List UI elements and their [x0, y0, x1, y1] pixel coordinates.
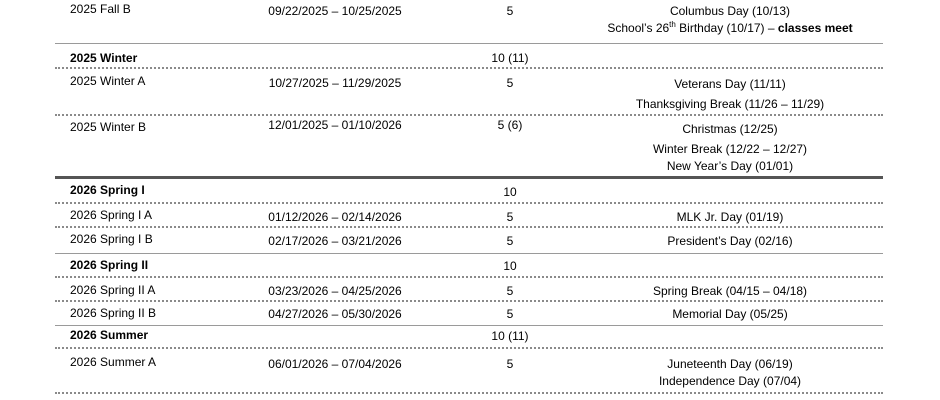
table-row — [55, 349, 883, 394]
term-weeks: 5 — [506, 210, 514, 224]
holidays — [580, 3, 880, 37]
term-weeks: 5 — [506, 4, 514, 18]
term-name: 2026 Summer — [70, 328, 149, 342]
term-name: 2025 Fall B — [70, 2, 131, 16]
term-weeks: 5 — [506, 284, 514, 298]
term-weeks: 10 — [503, 259, 517, 273]
table-row — [55, 179, 883, 204]
holiday: Memorial Day (05/25) — [672, 307, 788, 321]
holidays — [580, 356, 880, 390]
term-weeks: 5 — [506, 307, 514, 321]
holiday: Veterans Day (11/11) — [674, 77, 786, 91]
term-name: 2026 Spring I — [70, 183, 145, 197]
term-name: 2026 Summer A — [70, 355, 157, 369]
term-weeks: 10 (11) — [491, 51, 529, 65]
term-name: 2026 Spring II A — [70, 283, 156, 297]
holidays — [580, 209, 880, 226]
table-row — [55, 302, 883, 326]
term-dates: 02/17/2026 – 03/21/2026 — [268, 234, 402, 248]
term-weeks: 5 — [506, 76, 514, 90]
table-row — [55, 326, 883, 349]
holiday: MLK Jr. Day (01/19) — [676, 210, 784, 224]
term-weeks: 10 (11) — [491, 329, 529, 343]
term-weeks: 5 — [506, 357, 514, 371]
table-row — [55, 116, 883, 179]
table-row — [55, 0, 883, 44]
term-weeks: 5 — [506, 234, 514, 248]
term-name: 2026 Spring II B — [70, 306, 157, 320]
holiday: Columbus Day (10/13) — [669, 4, 791, 18]
term-name: 2025 Winter — [70, 51, 138, 65]
term-dates: 04/27/2026 – 05/30/2026 — [268, 307, 402, 321]
holiday: Independence Day (07/04) — [658, 374, 802, 388]
table-row — [55, 278, 883, 302]
term-name: 2026 Spring I A — [70, 208, 153, 222]
term-dates: 06/01/2026 – 07/04/2026 — [268, 357, 402, 371]
holidays — [580, 283, 880, 300]
holiday: Juneteenth Day (06/19) — [667, 357, 793, 371]
term-dates: 10/27/2025 – 11/29/2025 — [268, 76, 402, 90]
holidays — [580, 306, 880, 323]
holidays — [580, 76, 880, 113]
term-weeks: 5 (6) — [497, 118, 523, 132]
holiday: Spring Break (04/15 – 04/18) — [652, 284, 808, 298]
holiday: Christmas (12/25) — [682, 122, 778, 136]
table-row — [55, 44, 883, 69]
term-dates: 09/22/2025 – 10/25/2025 — [268, 4, 402, 18]
table-row — [55, 204, 883, 228]
holiday-birthday: School’s 26th Birthday (10/17) – classes meet — [607, 20, 853, 35]
holiday: New Year’s Day (01/01) — [666, 159, 794, 173]
table-row — [55, 254, 883, 278]
term-dates: 03/23/2026 – 04/25/2026 — [268, 284, 402, 298]
holiday: Winter Break (12/22 – 12/27) — [652, 142, 808, 156]
term-name: 2026 Spring I B — [70, 232, 153, 246]
holiday: Thanksgiving Break (11/26 – 11/29) — [635, 97, 825, 111]
holiday: President’s Day (02/16) — [667, 234, 793, 248]
table-row — [55, 69, 883, 116]
holidays — [580, 121, 880, 175]
term-dates: 12/01/2025 – 01/10/2026 — [268, 118, 402, 132]
term-name: 2025 Winter A — [70, 74, 146, 88]
table-row — [55, 228, 883, 254]
term-name: 2025 Winter B — [70, 120, 147, 134]
holidays — [580, 233, 880, 250]
term-dates: 01/12/2026 – 02/14/2026 — [268, 210, 402, 224]
term-weeks: 10 — [503, 185, 517, 199]
academic-calendar-table — [55, 0, 883, 394]
classes-meet-note: classes meet — [777, 21, 853, 35]
term-name: 2026 Spring II — [70, 258, 149, 272]
